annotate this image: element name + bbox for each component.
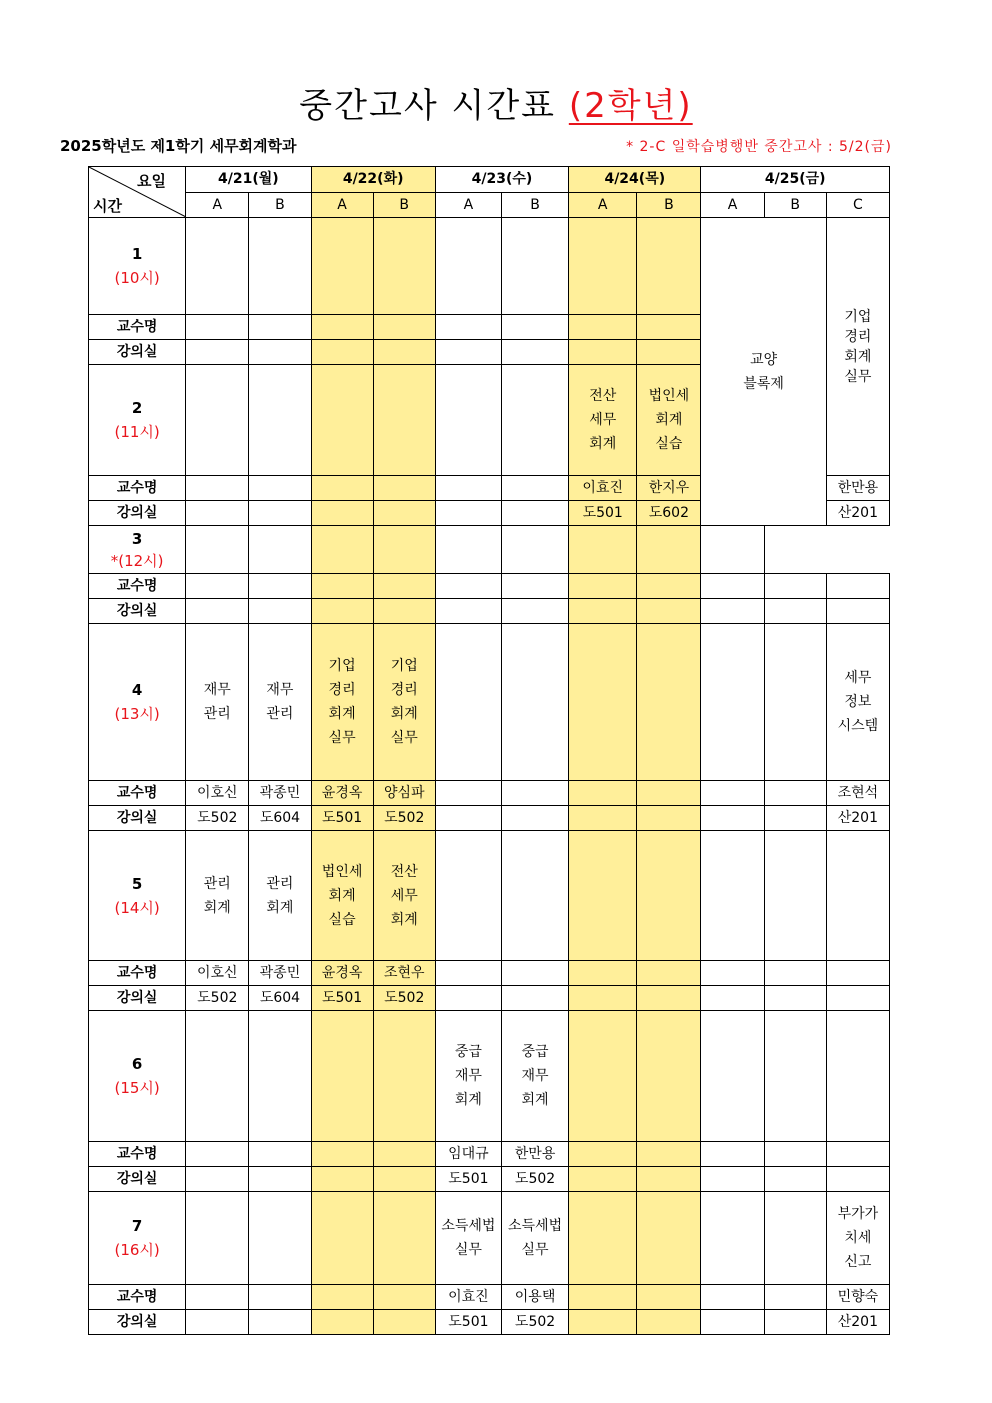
p2-thu-b-prof: 한지우 [637,476,701,501]
p4-tue-a-room: 도501 [311,806,373,831]
p5-mon-a-prof: 이호신 [186,961,249,986]
room-label: 강의실 [89,599,186,624]
day-label: 요일 [137,172,166,190]
section-header: B [373,192,435,218]
professor-label: 교수명 [89,1285,186,1310]
exam-timetable [88,166,890,1335]
p4-tue-a-subject: 기업 경리 회계 실무 [311,624,373,781]
room-label: 강의실 [89,501,186,526]
p5-tue-a-prof: 윤경옥 [311,961,373,986]
liberal-arts-block: 교양 블록제 [701,218,826,526]
period-7-label: 7 (16시) [89,1192,186,1285]
section-header: B [249,192,311,218]
period-3-label: 3 *(12시) [89,526,186,574]
p5-mon-a-room: 도502 [186,986,249,1011]
professor-label: 교수명 [89,961,186,986]
p6-wed-a-prof: 임대규 [435,1142,501,1167]
p2-thu-b-subject: 법인세 회계 실습 [637,365,701,476]
section-header: B [501,192,568,218]
section-header: A [701,192,764,218]
p7-wed-a-prof: 이효진 [435,1285,501,1310]
p4-mon-b-room: 도604 [249,806,311,831]
p5-mon-b-subject: 관리 회계 [249,831,311,961]
title-main: 중간고사 시간표 [299,86,557,126]
p7-fri-c-prof: 민향숙 [826,1285,889,1310]
page-title [0,78,992,127]
time-label: 시간 [93,197,122,215]
p4-mon-a-room: 도502 [186,806,249,831]
p7-wed-a-subject: 소득세법 실무 [435,1192,501,1285]
p4-mon-a-prof: 이호신 [186,781,249,806]
p7-wed-a-room: 도501 [435,1310,501,1335]
section-header: C [826,192,889,218]
section-header: B [637,192,701,218]
day-header-fri: 4/25(금) [701,167,890,193]
section-header: A [569,192,637,218]
professor-label: 교수명 [89,781,186,806]
p5-tue-b-subject: 전산 세무 회계 [373,831,435,961]
day-header-mon: 4/21(월) [186,167,311,193]
p6-wed-b-prof: 한만용 [501,1142,568,1167]
day-header-tue: 4/22(화) [311,167,435,193]
p4-tue-b-room: 도502 [373,806,435,831]
p7-wed-b-room: 도502 [501,1310,568,1335]
p4-tue-b-subject: 기업 경리 회계 실무 [373,624,435,781]
p7-wed-b-subject: 소득세법 실무 [501,1192,568,1285]
p2-fri-c-prof: 한만용 [826,476,889,501]
p5-mon-a-subject: 관리 회계 [186,831,249,961]
professor-label: 교수명 [89,315,186,340]
period-1-label: 1 (10시) [89,218,186,315]
p4-tue-b-prof: 양심파 [373,781,435,806]
p7-wed-b-prof: 이용택 [501,1285,568,1310]
p4-mon-b-subject: 재무 관리 [249,624,311,781]
p5-tue-a-room: 도501 [311,986,373,1011]
room-label: 강의실 [89,986,186,1011]
section-header: A [435,192,501,218]
exam-note: * 2-C 일학습병행반 중간고사 : 5/2(금) [626,139,892,155]
period-6-label: 6 (15시) [89,1011,186,1142]
fri-c-subject-p1: 기업 경리 회계 실무 [826,218,889,476]
p6-wed-b-room: 도502 [501,1167,568,1192]
day-header-wed: 4/23(수) [435,167,568,193]
day-header-thu: 4/24(목) [569,167,701,193]
p4-fri-c-room: 산201 [826,806,889,831]
professor-label: 교수명 [89,574,186,599]
section-header: A [186,192,249,218]
p5-tue-b-prof: 조현우 [373,961,435,986]
p2-thu-a-room: 도501 [569,501,637,526]
p2-thu-b-room: 도602 [637,501,701,526]
p4-mon-b-prof: 곽종민 [249,781,311,806]
room-label: 강의실 [89,1167,186,1192]
p4-tue-a-prof: 윤경옥 [311,781,373,806]
p5-mon-b-prof: 곽종민 [249,961,311,986]
title-grade: (2학년) [568,86,693,126]
room-label: 강의실 [89,340,186,365]
p4-fri-c-prof: 조현석 [826,781,889,806]
professor-label: 교수명 [89,1142,186,1167]
p4-fri-c-subject: 세무 정보 시스템 [826,624,889,781]
p5-tue-b-room: 도502 [373,986,435,1011]
p4-mon-a-subject: 재무 관리 [186,624,249,781]
p6-wed-a-room: 도501 [435,1167,501,1192]
section-header: A [311,192,373,218]
p2-thu-a-subject: 전산 세무 회계 [569,365,637,476]
period-4-label: 4 (13시) [89,624,186,781]
p5-mon-b-room: 도604 [249,986,311,1011]
department-subtitle: 2025학년도 제1학기 세무회계학과 [60,137,297,155]
p6-wed-b-subject: 중급 재무 회계 [501,1011,568,1142]
period-5-label: 5 (14시) [89,831,186,961]
section-header: B [764,192,826,218]
room-label: 강의실 [89,1310,186,1335]
p6-wed-a-subject: 중급 재무 회계 [435,1011,501,1142]
period-2-label: 2 (11시) [89,365,186,476]
p2-fri-c-room: 산201 [826,501,889,526]
p5-tue-a-subject: 법인세 회계 실습 [311,831,373,961]
p7-fri-c-subject: 부가가 치세 신고 [826,1192,889,1285]
p7-fri-c-room: 산201 [826,1310,889,1335]
corner-header [89,167,186,218]
room-label: 강의실 [89,806,186,831]
professor-label: 교수명 [89,476,186,501]
p2-thu-a-prof: 이효진 [569,476,637,501]
